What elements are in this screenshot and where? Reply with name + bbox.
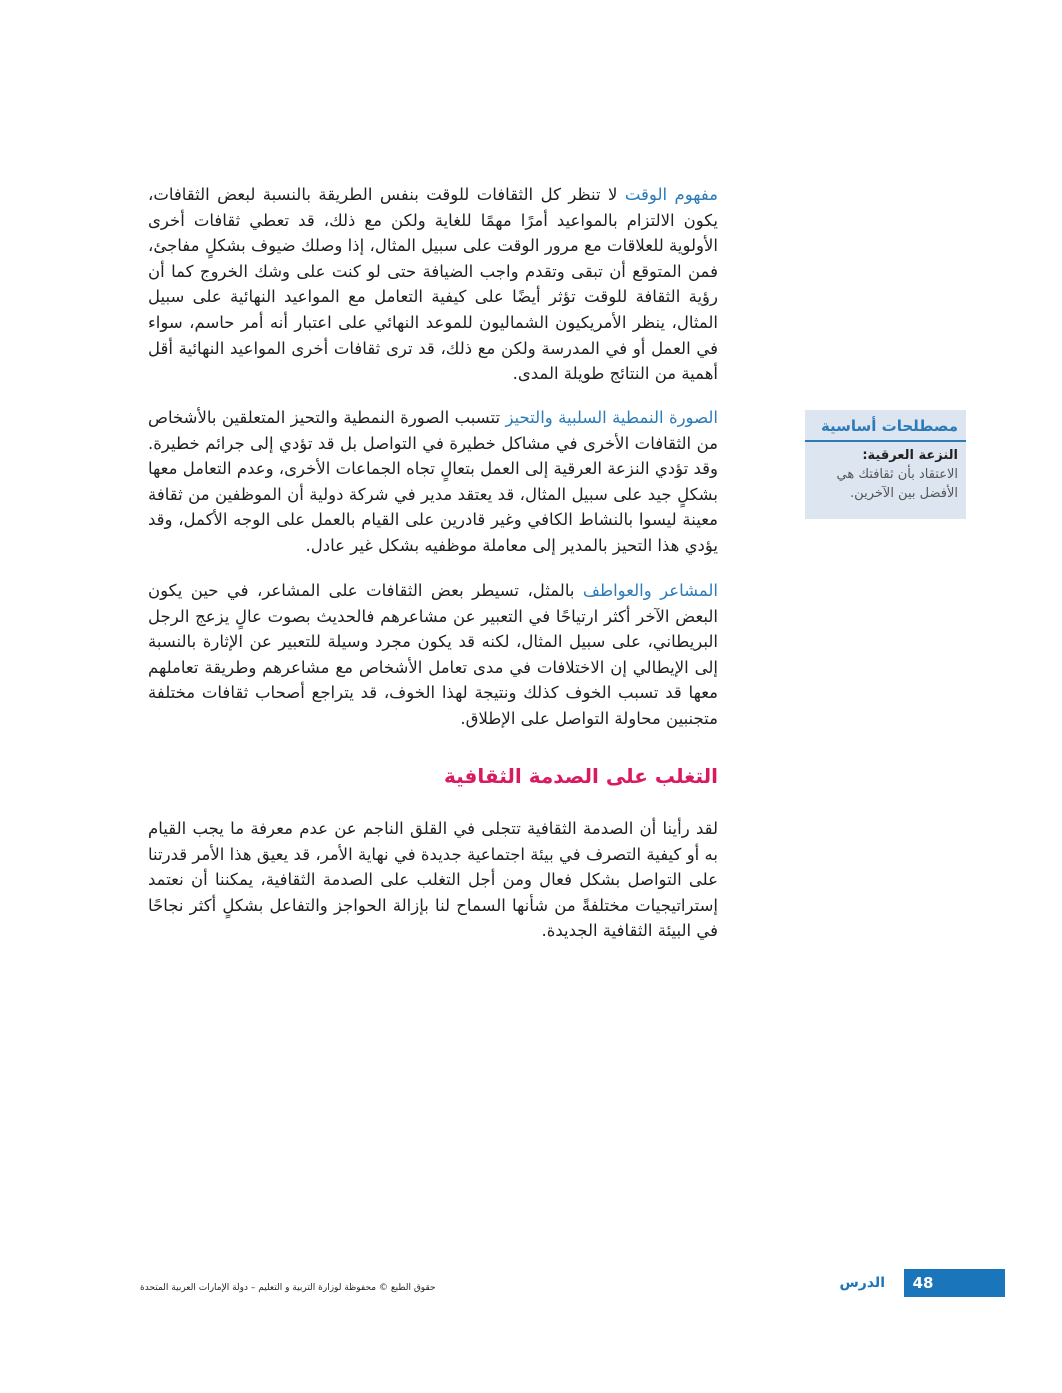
sidebar-title: مصطلحات أساسية <box>805 410 966 442</box>
paragraph-stereotype <box>148 405 718 559</box>
paragraph-time-text: لا تنظر كل الثقافات للوقت بنفس الطريقة بالنسبة لبعض الثقافات، يكون الالتزام بالمواعيد أمرًا مهمًا للغاية ولكن مع ذلك، قد تعطي ثقافات أخرى الأولوية للعلاقات مع مرور الوقت على سبيل المثال، إذا وصلك ضيوف بشكلٍ مفاجئ، فمن المتوقع أن تبقى وتقدم واجب الضيافة حتى لو كنت على وشك الخروج كما أن رؤية الثقافة للوقت تؤثر أيضًا على كيفية التعامل مع المواعيد النهائية على سبيل المثال، ينظر الأمريكيون الشماليون للموعد النهائي على اعتبار أنه أمر حاسم، سواء في العمل أو في المدرسة ولكن مع ذلك، قد ترى ثقافات أخرى المواعيد النهائية أقل أهمية من النتائج طويلة المدى. <box>148 185 718 384</box>
paragraph-stereotype-text: تتسبب الصورة النمطية والتحيز المتعلقين بالأشخاص من الثقافات الأخرى في مشاكل خطيرة في التواصل بل قد تؤدي إلى جرائم خطيرة. وقد تؤدي النزعة العرقية إلى العمل بتعالٍ تجاه الجماعات الأخرى، وعدم التعامل معها بشكلٍ جيد على سبيل المثال، قد يعتقد مدير في شركة دولية أن الموظفين من ثقافة معينة ليسوا بالنشاط الكافي وغير قادرين على القيام بالعمل على الوجه الأكمل، وقد يؤدي هذا التحيز بالمدير إلى معاملة موظفيه بشكل غير عادل. <box>148 408 718 555</box>
section-heading: التغلب على الصدمة الثقافية <box>443 764 718 788</box>
paragraph-emotions <box>148 578 718 732</box>
copyright-notice: حقوق الطبع © محفوظة لوزارة التربية و التعليم – دولة الإمارات العربية المتحدة <box>140 1283 436 1293</box>
term-time-concept: مفهوم الوقت <box>624 185 719 204</box>
term-emotions: المشاعر والعواطف <box>582 581 718 600</box>
key-terms-sidebar <box>805 410 966 519</box>
paragraph-overcoming <box>148 816 718 944</box>
sidebar-definition: الاعتقاد بأن ثقافتك هي الأفضل بين الآخرين. <box>836 467 958 501</box>
paragraph-time-concept <box>148 182 718 387</box>
paragraph-emotions-text: بالمثل، تسيطر بعض الثقافات على المشاعر، في حين يكون البعض الآخر أكثر ارتياحًا في التعبير عن مشاعرهم فالحديث بصوت عالٍ يزعج الرجل البريطاني، على سبيل المثال، لكنه قد يكون مجرد وسيلة للتعبير عن الإثارة بالنسبة إلى الإيطالي إن الاختلافات في مدى تعامل الأشخاص مع مشاعرهم وطريقة تعاملهم معها قد تسبب الخوف كذلك ونتيجة لهذا الخوف، قد يتراجع أصحاب ثقافات مختلفة متجنبين محاولة التواصل على الإطلاق. <box>148 581 718 728</box>
page-number: 48 <box>912 1274 934 1292</box>
sidebar-term: النزعة العرقية: <box>862 448 958 463</box>
paragraph-overcoming-text: لقد رأينا أن الصدمة الثقافية تتجلى في القلق الناجم عن عدم معرفة ما يجب القيام به أو كيفية التصرف في بيئة اجتماعية جديدة في نهاية الأمر، قد يعيق هذا الأمر قدرتنا على التواصل بشكل فعال ومن أجل التغلب على الصدمة الثقافية، يمكننا أن نعتمد إستراتيجيات مختلفةً من شأنها السماح لنا بإزالة الحواجز والتفاعل بشكلٍ أكثر نجاحًا في البيئة الثقافية الجديدة. <box>148 819 718 941</box>
term-stereotype: الصورة النمطية السلبية والتحيز <box>505 408 718 427</box>
lesson-label: الدرس <box>839 1275 885 1291</box>
